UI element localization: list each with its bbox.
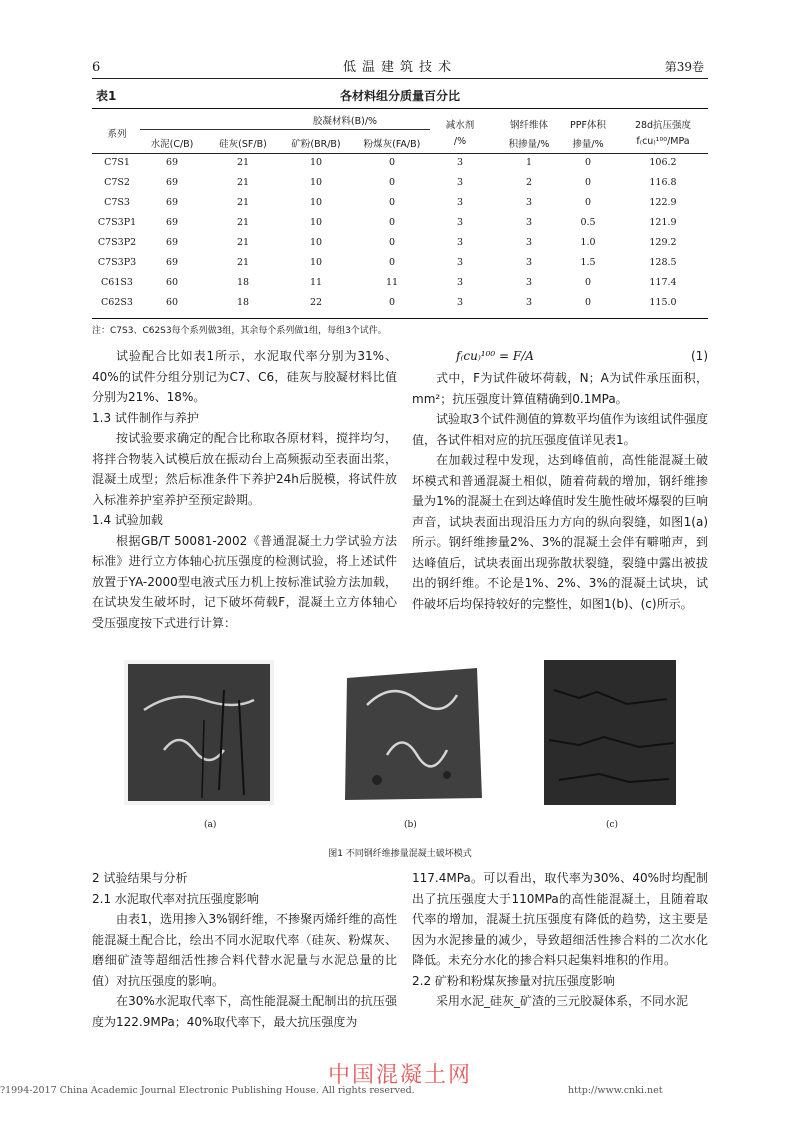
table-cell-st: 3 [525, 257, 533, 268]
table-cell-br: 10 [309, 177, 323, 188]
table-cell-br: 10 [309, 217, 323, 228]
table-cell-st: 1 [525, 157, 533, 168]
table-cell-f: 116.8 [649, 177, 677, 188]
table-cell-f: 122.9 [649, 197, 677, 208]
paragraph: 117.4MPa。可以看出，取代率为30%、40%时均配制出了抗压强度大于110MPa的高性能混凝土，且随着取代率的增加，混凝土抗压强度有降低的趋势，这主要是因为水泥掺量的减少，导致超细活性掺合料的二次水化降低。未充分水化的掺合料只起集料堆积的作用。 [412, 871, 708, 967]
figure-photo-c [544, 660, 676, 805]
table-cell-wr: 3 [456, 297, 464, 308]
table-cell-ppf: 0 [584, 197, 592, 208]
table-cell-c: 69 [165, 257, 179, 268]
table-cell-st: 3 [525, 297, 533, 308]
table-cell-f: 121.9 [649, 217, 677, 228]
formula: f₍cu₎¹⁰⁰ = F/A [456, 349, 534, 363]
paragraph: 由表1，选用掺入3%钢纤维，不掺聚丙烯纤维的高性能混凝土配合比，绘出不同水泥取代率（硅灰、粉煤灰、磨细矿渣等超细活性掺合料代替水泥量与水泥总量的比值）对抗压强度的影响。 [92, 912, 397, 988]
table-cell-st: 3 [525, 217, 533, 228]
table-cell-c: 69 [165, 177, 179, 188]
table-label: 表1 [96, 89, 117, 103]
col-strength-unit: f₍cu₎¹⁰⁰/MPa [636, 136, 690, 147]
table-cell-br: 10 [309, 257, 323, 268]
group-rule [140, 129, 430, 130]
paragraph: 试验配合比如表1所示，水泥取代率分别为31%、40%的试件分组分别记为C7、C6，硅灰与胶凝材料比值分别为21%、18%。 [92, 349, 397, 404]
table-cell-fa: 0 [388, 297, 396, 308]
paragraph: 在加载过程中发现，达到峰值前，高性能混凝土破坏模式和普通混凝土相似，随着荷载的增加，钢纤维掺量为1%的混凝土在到达峰值时发生脆性破坏爆裂的巨响声音，试块表面出现沿压力方向的纵向裂缝，如图1(a)所示。钢纤维掺量2%、3%的混凝土会伴有噼啪声，到达峰值后，试块表面出现弥散状裂缝，裂缝中露出被拔出的钢纤维。不论是1%、2%、3%的混凝土试块，试件破坏后均保持较好的完整性，如图1(b)、(c)所示。 [412, 453, 708, 611]
table-cell-sf: 21 [236, 217, 250, 228]
page-number: 6 [92, 60, 101, 75]
table-cell-sf: 21 [236, 177, 250, 188]
col-sf: 硅灰(SF/B) [219, 139, 267, 150]
table-cell-br: 22 [309, 297, 323, 308]
bottom-left-column [92, 868, 397, 1032]
table-title: 各材料组分质量百分比 [339, 89, 460, 103]
table-cell-c: 69 [165, 237, 179, 248]
paragraph: 式中，F为试件破坏荷载，N；A为试件承压面积，mm²；抗压强度计算值精确到0.1MPa。 [412, 371, 708, 406]
table-cell-wr: 3 [456, 177, 464, 188]
table-cell-ppf: 1.5 [580, 257, 596, 268]
table-cell-f: 128.5 [649, 257, 677, 268]
figure-photo-a [124, 660, 274, 805]
table-cell-f: 106.2 [649, 157, 677, 168]
paragraph: 试验取3个试件测值的算数平均值作为该组试件强度值，各试件相对应的抗压强度值详见表1。 [412, 412, 708, 447]
table-cell-sf: 21 [236, 237, 250, 248]
left-column [92, 346, 397, 633]
col-ppf: PPF体积 [570, 120, 606, 131]
table-cell-st: 2 [525, 177, 533, 188]
table-cell-s: C61S3 [101, 277, 133, 288]
journal-name: 低温建筑技术 [342, 60, 457, 75]
table-cell-s: C7S2 [104, 177, 130, 188]
col-wr-unit: /% [453, 136, 467, 147]
paragraph: 按试验要求确定的配合比称取各原材料，搅拌均匀，将拌合物装入试模后放在振动台上高频振动至表面出浆，混凝土成型；然后标准条件下养护24h后脱模，将试件放入标准养护室养护至预定龄期。 [92, 431, 397, 507]
table-cell-fa: 11 [385, 277, 399, 288]
formula-number: (1) [691, 349, 708, 363]
table-cell-ppf: 0.5 [580, 217, 596, 228]
table-cell-c: 69 [165, 197, 179, 208]
table-cell-s: C7S3P1 [97, 217, 137, 228]
table-cell-f: 117.4 [649, 277, 677, 288]
figure-label-a: (a) [204, 820, 217, 830]
table-cell-f: 129.2 [649, 237, 677, 248]
table-cell-s: C7S1 [104, 157, 130, 168]
col-steel-unit: 积掺量/% [508, 139, 550, 150]
figure-label-b: (b) [404, 820, 417, 830]
formula-line [412, 346, 708, 368]
watermark: 中国混凝土网 [327, 1063, 472, 1088]
table-cell-br: 10 [309, 237, 323, 248]
table-cell-c: 60 [165, 277, 179, 288]
table-cell-fa: 0 [388, 197, 396, 208]
table-cell-fa: 0 [388, 217, 396, 228]
table-cell-sf: 21 [236, 197, 250, 208]
header-rule [92, 78, 708, 79]
col-br: 矿粉(BR/B) [291, 139, 341, 150]
col-steel: 钢纤维体 [509, 120, 548, 131]
col-ppf-unit: 掺量/% [572, 139, 604, 150]
table-cell-sf: 18 [236, 277, 250, 288]
table-cell-fa: 0 [388, 257, 396, 268]
table-cell-c: 69 [165, 157, 179, 168]
table-cell-ppf: 0 [584, 297, 592, 308]
table-cell-c: 60 [165, 297, 179, 308]
table-cell-wr: 3 [456, 197, 464, 208]
right-column [412, 346, 708, 614]
table-cell-sf: 18 [236, 297, 250, 308]
paragraph: 根据GB/T 50081-2002《普通混凝土力学试验方法标准》进行立方体轴心抗压强度的检测试验，将上述试件放置于YA-2000型电液式压力机上按标准试验方法加载，在试块发生破坏时，记下破坏荷载F，混凝土立方体轴心受压强度按下式进行计算： [92, 533, 397, 630]
volume: 第39卷 [664, 60, 704, 74]
table-cell-ppf: 0 [584, 177, 592, 188]
table-cell-wr: 3 [456, 217, 464, 228]
table-bottom-rule [92, 318, 708, 319]
table-cell-st: 3 [525, 277, 533, 288]
section-heading-2: 2 试验结果与分析 [92, 871, 188, 885]
table-cell-s: C7S3P2 [97, 237, 137, 248]
table-header-rule [92, 153, 708, 154]
group-header: 胶凝材料(B)/% [312, 116, 378, 127]
table-cell-sf: 21 [236, 157, 250, 168]
col-cement: 水泥(C/B) [150, 139, 194, 150]
figure-label-c: (c) [606, 820, 619, 830]
section-heading-1-4: 1.4 试验加载 [92, 513, 163, 527]
table-cell-s: C7S3P3 [97, 257, 137, 268]
table-cell-s: C62S3 [101, 297, 133, 308]
table-cell-ppf: 1.0 [580, 237, 596, 248]
col-fa: 粉煤灰(FA/B) [363, 139, 421, 150]
table-note: 注：C7S3、C62S3每个系列做3组，其余每个系列做1组，每组3个试件。 [92, 326, 387, 336]
footer-copyright: ?1994-2017 China Academic Journal Electronic Publishing House. All rights reserved. [0, 1085, 415, 1096]
table-cell-br: 10 [309, 197, 323, 208]
table-cell-st: 3 [525, 197, 533, 208]
table-top-rule [92, 108, 708, 109]
table-cell-c: 69 [165, 217, 179, 228]
table-cell-f: 115.0 [649, 297, 677, 308]
paragraph: 采用水泥_硅灰_矿渣的三元胶凝体系，不同水泥 [436, 994, 689, 1008]
figure-caption: 图1 不同钢纤维掺量混凝土破坏模式 [328, 849, 472, 859]
table-cell-ppf: 0 [584, 157, 592, 168]
footer-url[interactable]: http://www.cnki.net [568, 1085, 663, 1096]
col-strength: 28d抗压强度 [634, 120, 692, 131]
paragraph: 在30%水泥取代率下，高性能混凝土配制出的抗压强度为122.9MPa；40%取代率下，最大抗压强度为 [92, 994, 397, 1029]
section-heading-2-1: 2.1 水泥取代率对抗压强度影响 [92, 891, 259, 906]
table-cell-s: C7S3 [104, 197, 130, 208]
table-cell-wr: 3 [456, 237, 464, 248]
table-cell-fa: 0 [388, 177, 396, 188]
section-heading-1-3: 1.3 试件制作与养护 [92, 410, 199, 425]
table-cell-ppf: 0 [584, 277, 592, 288]
bottom-right-column [412, 868, 708, 1012]
col-series: 系列 [107, 129, 127, 140]
table-cell-fa: 0 [388, 157, 396, 168]
table-cell-wr: 3 [456, 257, 464, 268]
table-cell-sf: 21 [236, 257, 250, 268]
section-heading-2-2: 2.2 矿粉和粉煤灰掺量对抗压强度影响 [412, 973, 615, 988]
col-wr: 减水剂 [445, 120, 475, 131]
table-cell-fa: 0 [388, 237, 396, 248]
table-cell-br: 11 [309, 277, 323, 288]
table-cell-br: 10 [309, 157, 323, 168]
table-cell-st: 3 [525, 237, 533, 248]
table-cell-wr: 3 [456, 157, 464, 168]
figure-photo-b [337, 660, 487, 805]
table-cell-wr: 3 [456, 277, 464, 288]
